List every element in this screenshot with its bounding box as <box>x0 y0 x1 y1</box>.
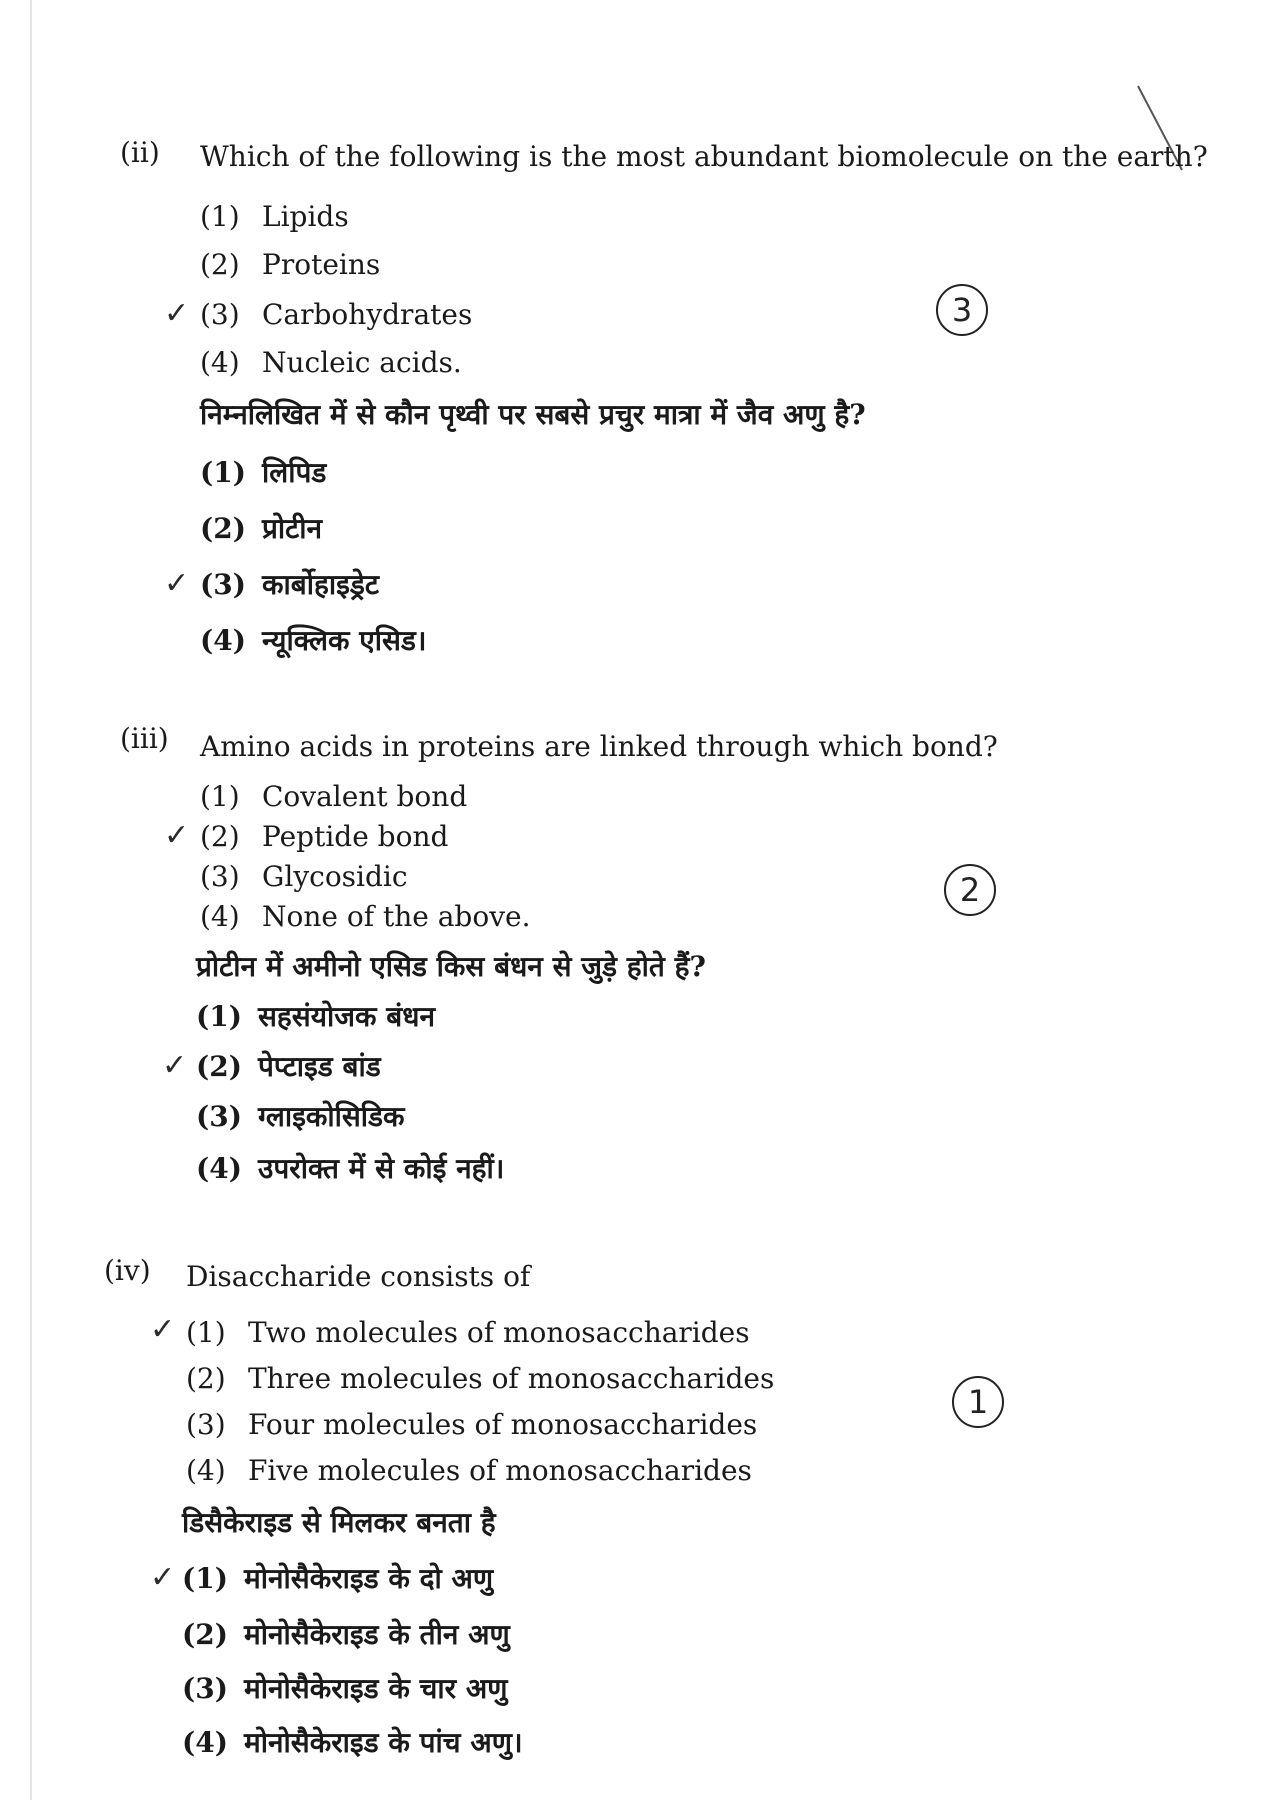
option-number: (1) <box>182 1562 228 1595</box>
option-label: मोनोसैकेराइड के चार अणु <box>244 1672 508 1705</box>
option-label: Five molecules of monosaccharides <box>248 1454 752 1487</box>
option-label: Three molecules of monosaccharides <box>248 1362 775 1395</box>
option-number: (1) <box>200 456 246 489</box>
option-number: (3) <box>200 568 246 601</box>
option-hi <box>196 1152 504 1186</box>
question-text-hi: डिसैकेराइड से मिलकर बनता है <box>182 1506 496 1539</box>
option-en <box>200 820 448 854</box>
question-number: (iii) <box>120 722 169 755</box>
option-en <box>200 860 408 894</box>
option-label: प्रोटीन <box>262 512 323 545</box>
option-hi <box>200 624 427 658</box>
option-number: (1) <box>200 200 240 233</box>
option-label: मोनोसैकेराइड के पांच अणु। <box>244 1726 523 1759</box>
tick-mark-icon: ✓ <box>162 1048 188 1083</box>
option-en <box>186 1316 750 1350</box>
question-number: (ii) <box>120 136 160 169</box>
option-en <box>186 1408 757 1442</box>
answer-circle: 1 <box>952 1376 1004 1428</box>
question-text-en: Disaccharide consists of <box>186 1260 531 1293</box>
option-number: (1) <box>186 1316 226 1349</box>
option-en <box>200 780 467 814</box>
option-number: (4) <box>196 1152 242 1185</box>
option-hi <box>200 456 326 490</box>
tick-mark-icon: ✓ <box>164 296 190 331</box>
option-label: Carbohydrates <box>262 298 473 331</box>
option-en <box>200 200 349 234</box>
question-text-hi: प्रोटीन में अमीनो एसिड किस बंधन से जुड़े होते हैं? <box>196 950 706 983</box>
option-number: (2) <box>186 1362 226 1395</box>
option-en <box>200 248 380 282</box>
option-label: Covalent bond <box>262 780 468 813</box>
option-en <box>186 1454 752 1488</box>
question-text-en: Which of the following is the most abundant biomolecule on the earth? <box>200 140 1208 173</box>
option-label: उपरोक्त में से कोई नहीं। <box>258 1152 505 1185</box>
option-en <box>186 1362 774 1396</box>
option-hi <box>196 1050 381 1084</box>
option-label: Glycosidic <box>262 860 408 893</box>
answer-circle: 2 <box>944 864 996 916</box>
tick-mark-icon: ✓ <box>150 1560 176 1595</box>
option-number: (3) <box>196 1100 242 1133</box>
option-label: ग्लाइकोसिडिक <box>258 1100 405 1133</box>
option-label: लिपिड <box>262 456 327 489</box>
option-hi <box>182 1672 508 1706</box>
option-en <box>200 298 472 332</box>
option-number: (3) <box>182 1672 228 1705</box>
option-number: (2) <box>200 248 240 281</box>
option-hi <box>182 1726 523 1760</box>
option-hi <box>182 1618 510 1652</box>
answer-circle: 3 <box>936 284 988 336</box>
option-label: Two molecules of monosaccharides <box>248 1316 750 1349</box>
option-label: Nucleic acids. <box>262 346 462 379</box>
option-hi <box>200 568 379 602</box>
option-number: (3) <box>200 298 240 331</box>
option-number: (4) <box>200 346 240 379</box>
option-number: (3) <box>200 860 240 893</box>
option-label: न्यूक्लिक एसिड। <box>262 624 427 657</box>
tick-mark-icon: ✓ <box>150 1312 176 1347</box>
option-hi <box>196 1000 435 1034</box>
option-label: मोनोसैकेराइड के तीन अणु <box>244 1618 510 1651</box>
option-number: (2) <box>182 1618 228 1651</box>
page-edge-rule <box>30 0 32 1800</box>
option-label: Peptide bond <box>262 820 449 853</box>
option-label: कार्बोहाइड्रेट <box>262 568 379 601</box>
tick-mark-icon: ✓ <box>164 566 190 601</box>
option-label: मोनोसैकेराइड के दो अणु <box>244 1562 494 1595</box>
option-number: (4) <box>200 900 240 933</box>
option-hi <box>200 512 322 546</box>
option-label: Lipids <box>262 200 349 233</box>
option-number: (4) <box>200 624 246 657</box>
option-number: (2) <box>196 1050 242 1083</box>
question-number: (iv) <box>104 1254 151 1287</box>
option-en <box>200 900 531 934</box>
option-hi <box>196 1100 405 1134</box>
option-label: Four molecules of monosaccharides <box>248 1408 758 1441</box>
option-label: पेप्टाइड बांड <box>258 1050 381 1083</box>
option-number: (2) <box>200 820 240 853</box>
option-hi <box>182 1562 493 1596</box>
question-text-hi: निम्नलिखित में से कौन पृथ्वी पर सबसे प्रचुर मात्रा में जैव अणु है? <box>200 398 866 431</box>
option-number: (4) <box>182 1726 228 1759</box>
question-text-en: Amino acids in proteins are linked through which bond? <box>200 730 998 763</box>
tick-mark-icon: ✓ <box>164 818 190 853</box>
option-label: None of the above. <box>262 900 531 933</box>
option-number: (2) <box>200 512 246 545</box>
option-number: (4) <box>186 1454 226 1487</box>
option-label: Proteins <box>262 248 381 281</box>
option-number: (1) <box>196 1000 242 1033</box>
option-number: (1) <box>200 780 240 813</box>
option-label: सहसंयोजक बंधन <box>258 1000 435 1033</box>
option-en <box>200 346 462 380</box>
option-number: (3) <box>186 1408 226 1441</box>
